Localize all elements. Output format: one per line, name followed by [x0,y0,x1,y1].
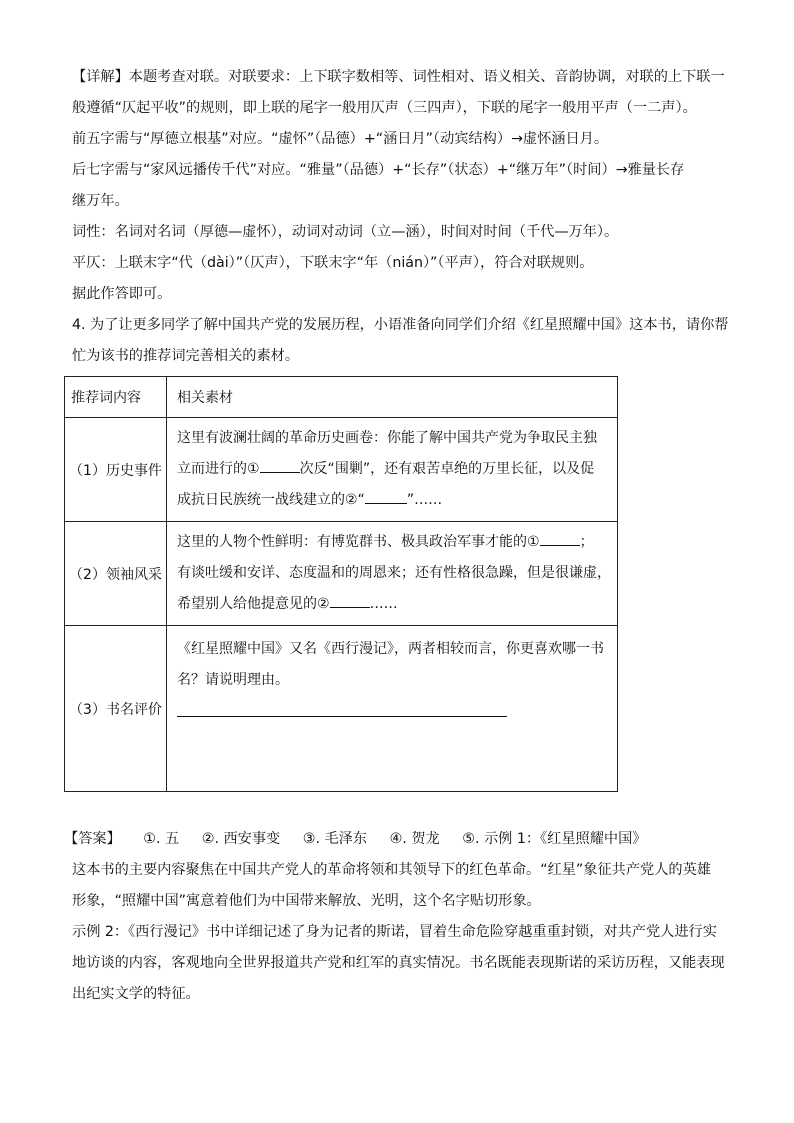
material-text: …… [369,596,398,612]
table-row [65,626,618,792]
question-line: 忙为该书的推荐词完善相关的素材。 [72,348,300,364]
fill-blank[interactable] [330,593,370,608]
row-material [167,522,618,626]
row-label: （3）书名评价 [65,626,167,792]
answer-line: 这本书的主要内容聚焦在中国共产党人的革命将领和其领导下的红色革命。“红星”象征共产党人的英雄 [72,862,711,878]
explanation-section [72,62,732,310]
answer-item: ①. 五 [143,831,180,847]
material-line [177,454,611,485]
question-line: 4. 为了让更多同学了解中国共产党的发展历程，小语准备向同学们介绍《红星照耀中国》这本书，请你帮 [72,317,729,333]
answer-blank-line[interactable] [177,698,507,717]
fill-blank[interactable] [540,531,580,546]
document-page [64,62,732,1010]
answer-item: ⑤. 示例 1：《红星照耀中国》 [462,831,647,847]
material-text: ”…… [406,492,443,508]
answer-line: 形象，“照耀中国”寓意着他们为中国带来解放、光明，这个名字贴切形象。 [72,893,541,909]
explanation-line: 【详解】本题考查对联。对联要求：上下联字数相等、词性相对、语义相关、音韵协调，对联的上下联一 [72,69,725,85]
table-header-row [65,377,618,418]
answer-item: ②. 西安事变 [201,831,281,847]
explanation-line: 后七字需与“家风远播传千代”对应。“雅量”（品德）+“长存”（状态）+“继万年”（时间）→雅量长存 [72,162,685,178]
explanation-line: 词性：名词对名词（厚德—虚怀），动词对动词（立—涵），时间对时间（千代—万年）。 [72,224,619,240]
header-cell-content: 推荐词内容 [65,377,167,418]
material-text: 这里有波澜壮阔的革命历史画卷：你能了解中国共产党为争取民主独 [177,430,597,446]
answer-item: ④. 贺龙 [389,831,440,847]
material-line [177,423,611,454]
answer-line: 出纪实文学的特征。 [72,986,200,1002]
fill-blank[interactable] [365,489,407,504]
material-line [177,634,611,665]
material-line [177,485,611,516]
material-line [177,589,611,620]
explanation-line: 前五字需与“厚德立根基”对应。“虚怀”（品德）+“涵日月”（动宾结构）→虚怀涵日月。 [72,131,609,147]
answer-section [64,824,732,1010]
header-cell-material: 相关素材 [167,377,618,418]
material-text: 有谈吐缓和安详、态度温和的周恩来；还有性格很急躁，但是很谦虚， [177,565,611,581]
material-text: 立而进行的① [177,461,260,477]
explanation-line: 据此作答即可。 [72,286,172,302]
question-4 [72,310,732,372]
material-text: ； [579,534,594,550]
answer-tag: 【答案】 [64,831,121,847]
explanation-line: 般遵循“仄起平收”的规则，即上联的尾字一般用仄声（三四声），下联的尾字一般用平声（一二声）。 [72,100,697,116]
material-text: 成抗日民族统一战线建立的②“ [177,492,365,508]
row-label: （1）历史事件 [65,418,167,522]
material-text: 希望别人给他提意见的② [177,596,330,612]
explanation-line: 平仄：上联末字“代（dài）”（仄声），下联末字“年（nián）”（平声），符合对联规则。 [72,255,594,271]
material-text: 《红星照耀中国》又名《西行漫记》，两者相较而言，你更喜欢哪一书 [177,641,604,657]
material-table [64,376,618,792]
material-line [177,527,611,558]
explanation-line: 继万年。 [72,193,129,209]
answer-line: 示例 2：《西行漫记》书中详细记述了身为记者的斯诺，冒着生命危险穿越重重封锁，对共产党人进行实 [72,924,717,940]
material-text: 这里的人物个性鲜明：有博览群书、极具政治军事才能的① [177,534,540,550]
material-line [177,665,611,696]
row-material [167,626,618,792]
material-text: 名？请说明理由。 [177,672,289,688]
fill-blank[interactable] [260,458,300,473]
answer-items-row [64,824,732,855]
material-line [177,558,611,589]
table-row [65,522,618,626]
table-row [65,418,618,522]
material-text: 次反“围剿”，还有艰苦卓绝的万里长征，以及促 [299,461,595,477]
answer-line: 地访谈的内容，客观地向全世界报道共产党和红军的真实情况。书名既能表现斯诺的采访历程，又能表现 [72,955,725,971]
row-label: （2）领袖风采 [65,522,167,626]
answer-item: ③. 毛泽东 [302,831,368,847]
row-material [167,418,618,522]
